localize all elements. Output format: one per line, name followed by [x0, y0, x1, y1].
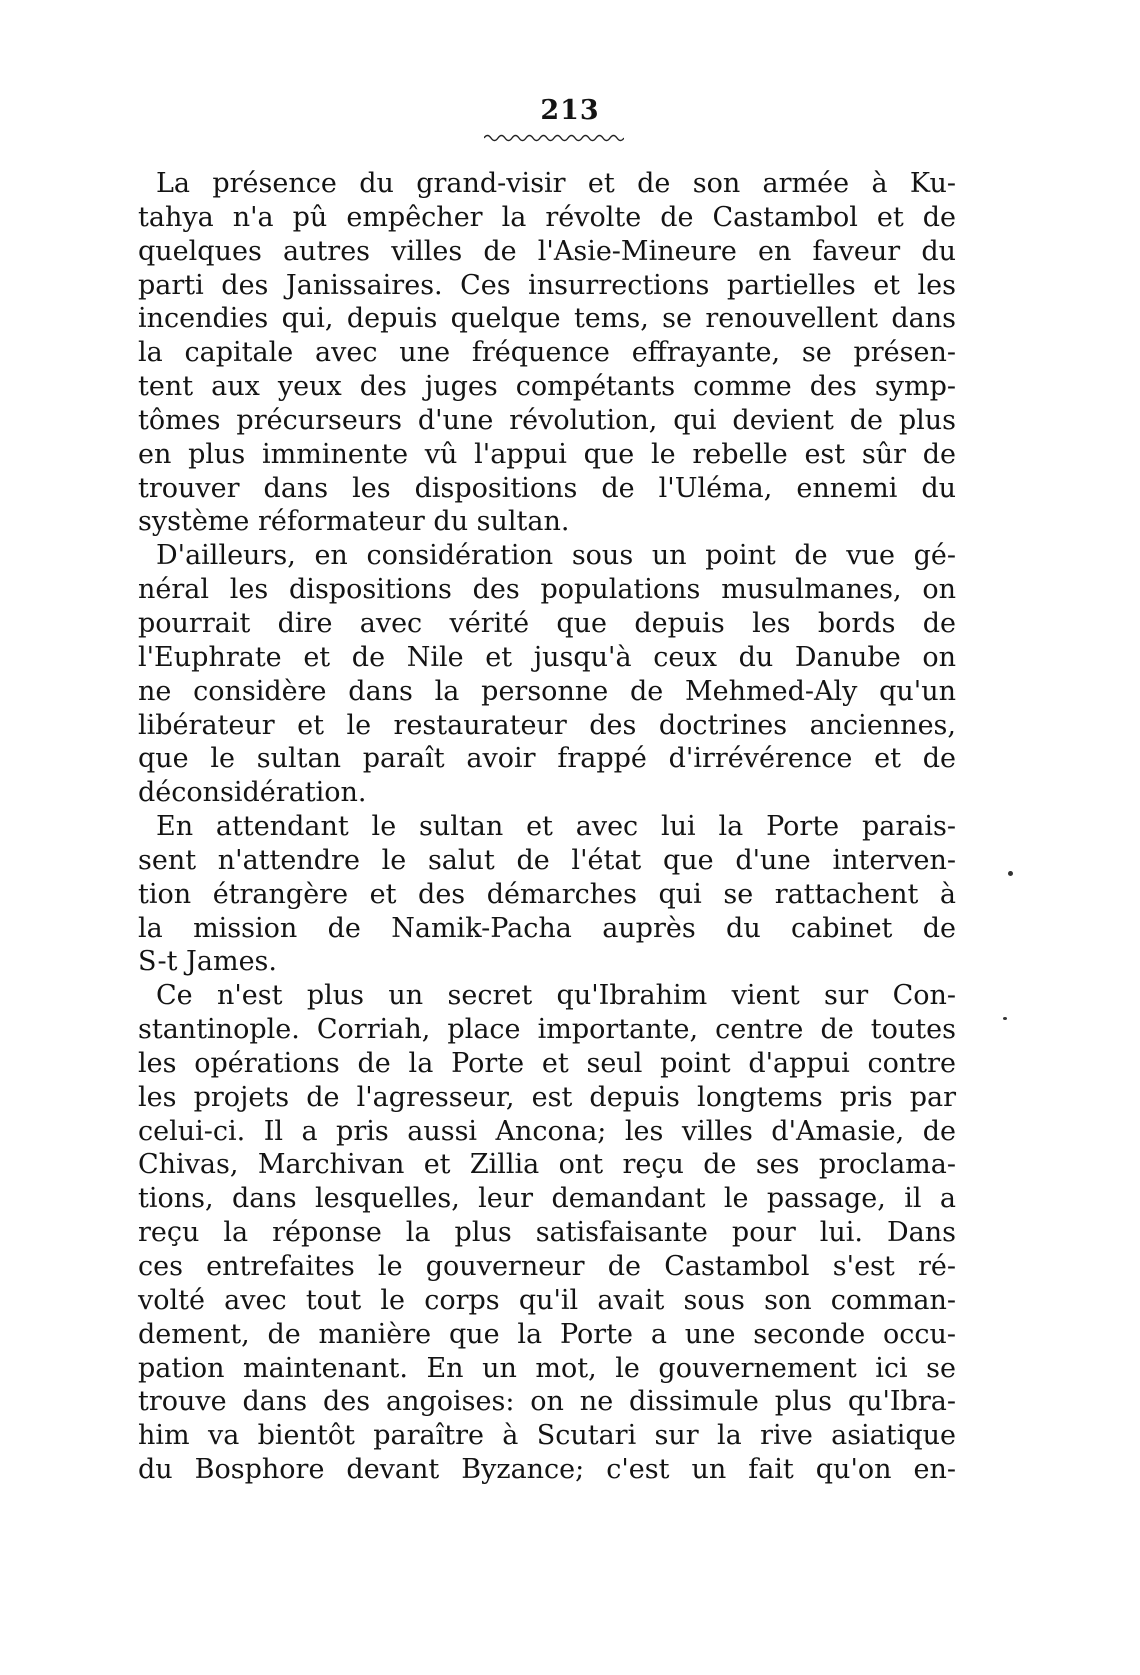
text-line: en plus imminente vû l'appui que le rebelle est sûr de: [138, 438, 956, 470]
text-line: Ce n'est plus un secret qu'Ibrahim vient sur Con-: [156, 980, 956, 1012]
text-line: him va bientôt paraître à Scutari sur la rive asiatique: [138, 1420, 956, 1452]
paragraph-4: [138, 979, 956, 1487]
text-line: du Bosphore devant Byzance; c'est un fait qu'on en-: [138, 1454, 956, 1486]
text-line: reçu la réponse la plus satisfaisante pour lui. Dans: [138, 1217, 956, 1249]
text-line: sent n'attendre le salut de l'état que d'une interven-: [138, 844, 956, 876]
paragraph-3: [138, 810, 956, 979]
text-line: trouve dans des angoises: on ne dissimule plus qu'Ibra-: [138, 1386, 956, 1418]
text-line: incendies qui, depuis quelque tems, se renouvellent dans: [138, 303, 956, 335]
text-line: néral les dispositions des populations musulmanes, on: [138, 574, 956, 606]
text-line: les projets de l'agresseur, est depuis longtems pris par: [138, 1081, 956, 1113]
text-line: la mission de Namik-Pacha auprès du cabinet de: [138, 912, 956, 944]
margin-speck: [1003, 1017, 1007, 1020]
page-number: 213: [540, 95, 600, 126]
text-line: tion étrangère et des démarches qui se rattachent à: [138, 878, 956, 910]
text-line: quelques autres villes de l'Asie-Mineure en faveur du: [138, 235, 956, 267]
margin-speck: [1008, 871, 1013, 876]
text-line: stantinople. Corriah, place importante, centre de toutes: [138, 1014, 956, 1046]
text-line: déconsidération.: [138, 777, 367, 809]
text-line: dement, de manière que la Porte a une seconde occu-: [138, 1318, 956, 1350]
text-line: volté avec tout le corps qu'il avait sous son comman-: [138, 1284, 956, 1316]
text-line: système réformateur du sultan.: [138, 506, 570, 538]
body-text: [138, 167, 956, 1487]
text-line: tahya n'a pû empêcher la révolte de Castambol et de: [138, 201, 956, 233]
text-line: S-t James.: [138, 946, 277, 978]
text-line: l'Euphrate et de Nile et jusqu'à ceux du Danube on: [138, 641, 956, 673]
text-line: tions, dans lesquelles, leur demandant le passage, il a: [138, 1183, 956, 1215]
text-line: que le sultan paraît avoir frappé d'irrévérence et de: [138, 743, 956, 775]
text-line: En attendant le sultan et avec lui la Porte parais-: [156, 811, 956, 843]
text-line: trouver dans les dispositions de l'Uléma, ennemi du: [138, 472, 956, 504]
text-line: tômes précurseurs d'une révolution, qui devient de plus: [138, 404, 956, 436]
paragraph-2: [138, 539, 956, 810]
text-line: parti des Janissaires. Ces insurrections partielles et les: [138, 269, 956, 301]
text-line: pourrait dire avec vérité que depuis les bords de: [138, 607, 956, 639]
text-line: celui-ci. Il a pris aussi Ancona; les villes d'Amasie, de: [138, 1115, 956, 1147]
text-line: ne considère dans la personne de Mehmed-Aly qu'un: [138, 675, 956, 707]
text-line: pation maintenant. En un mot, le gouvernement ici se: [138, 1352, 956, 1384]
text-line: ces entrefaites le gouverneur de Castambol s'est ré-: [138, 1251, 956, 1282]
text-line: La présence du grand-visir et de son armée à Ku-: [156, 168, 956, 199]
wavy-rule-ornament: [484, 133, 624, 143]
text-line: les opérations de la Porte et seul point d'appui contre: [138, 1047, 956, 1079]
text-line: libérateur et le restaurateur des doctrines anciennes,: [138, 709, 956, 741]
text-line: Chivas, Marchivan et Zillia ont reçu de ses proclama-: [138, 1149, 956, 1181]
text-line: D'ailleurs, en considération sous un point de vue gé-: [156, 540, 956, 572]
text-line: tent aux yeux des juges compétants comme des symp-: [138, 371, 956, 403]
paragraph-1: [138, 167, 956, 539]
text-line: la capitale avec une fréquence effrayante, se présen-: [138, 337, 956, 369]
